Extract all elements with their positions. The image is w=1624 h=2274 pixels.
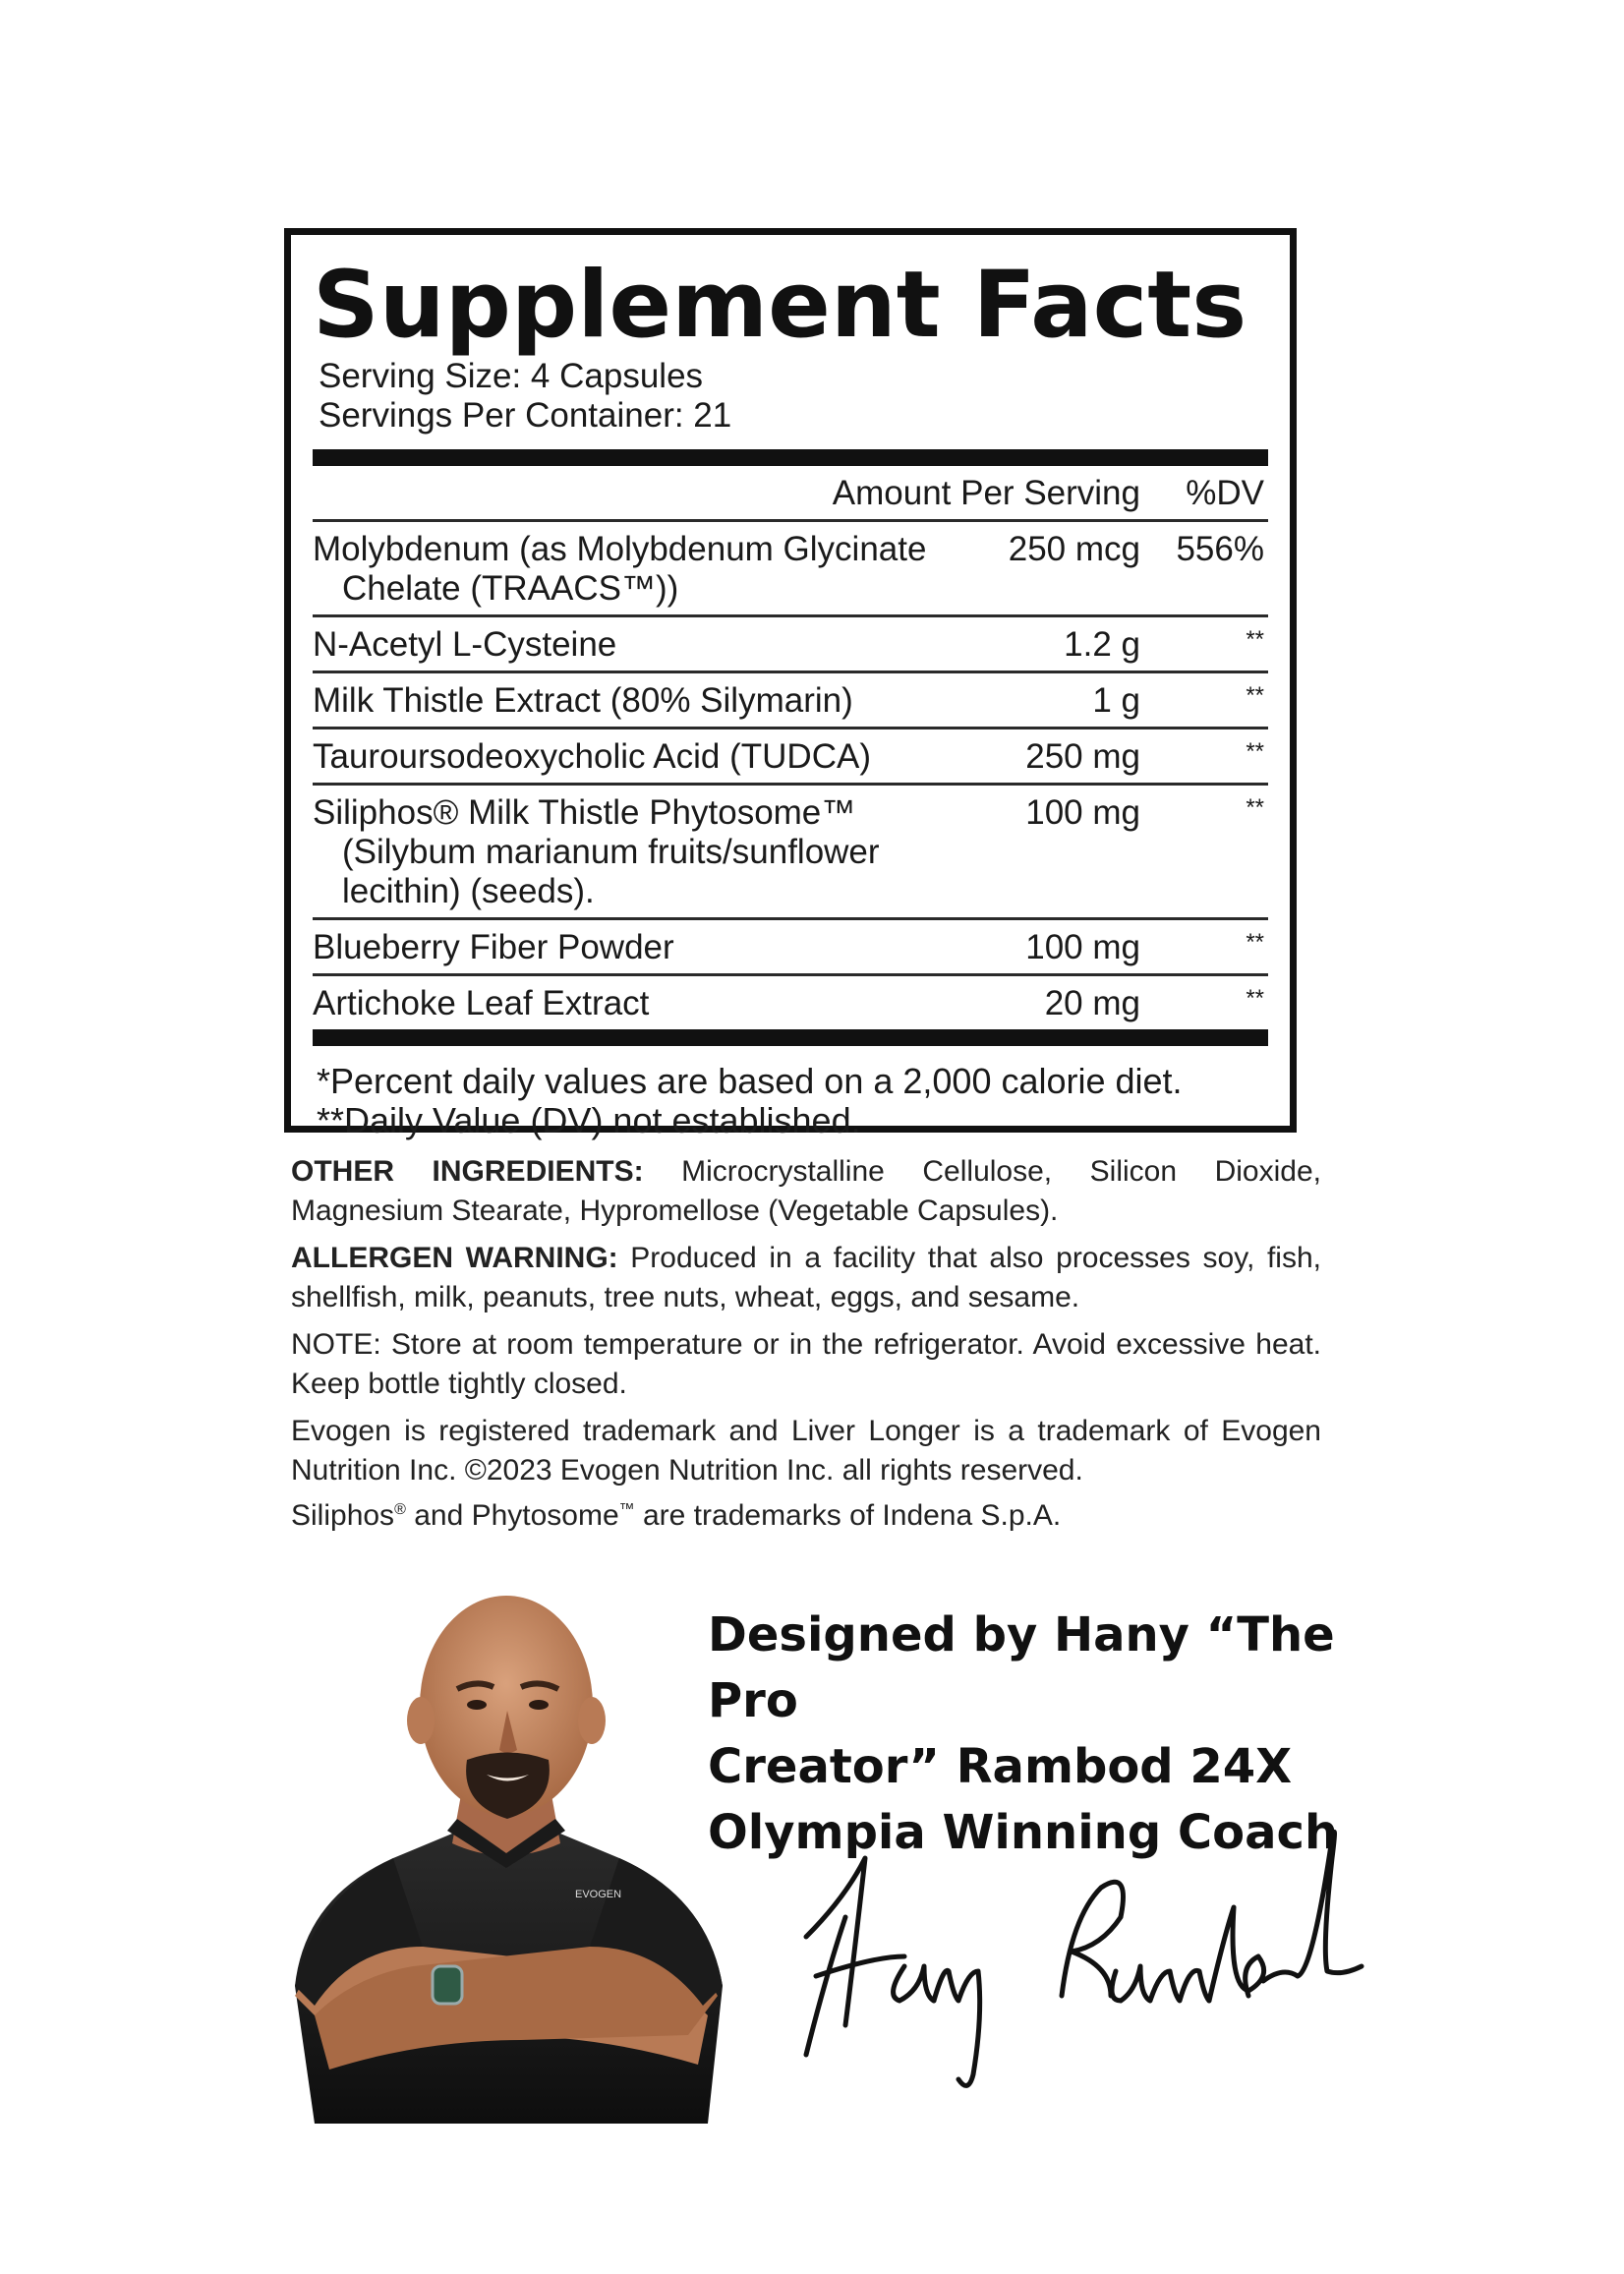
ingredient-name bbox=[313, 793, 956, 911]
designer-line: Olympia Winning Coach bbox=[708, 1805, 1339, 1860]
ingredient-amount: 20 mg bbox=[1044, 984, 1140, 1022]
ingredient-dv: ** bbox=[1246, 929, 1264, 956]
trademark-text: Siliphos bbox=[291, 1499, 395, 1532]
ingredient-amount: 250 mg bbox=[1025, 737, 1140, 776]
ingredient-name-line: lecithin) (seeds). bbox=[342, 872, 595, 910]
signature-stroke bbox=[1209, 1907, 1264, 2001]
table-row bbox=[313, 786, 1268, 920]
coach-photo bbox=[275, 1573, 737, 2124]
allergen-label: ALLERGEN WARNING: bbox=[291, 1242, 618, 1274]
trademark-text: and Phytosome bbox=[405, 1499, 619, 1532]
ingredient-dv: ** bbox=[1246, 626, 1264, 653]
signature-stroke bbox=[894, 1966, 934, 2001]
ingredient-name-line: (Silybum marianum fruits/sunflower bbox=[342, 833, 880, 871]
table-row bbox=[313, 920, 1268, 976]
ingredient-name bbox=[313, 530, 956, 609]
ingredient-dv: ** bbox=[1246, 985, 1264, 1012]
other-ingredients-label: OTHER INGREDIENTS: bbox=[291, 1155, 644, 1188]
table-row bbox=[313, 522, 1268, 617]
table-row bbox=[313, 729, 1268, 786]
eye-shape bbox=[529, 1700, 549, 1710]
signature-stroke bbox=[1263, 1832, 1362, 1981]
ingredient-dv: ** bbox=[1246, 794, 1264, 821]
eye-shape bbox=[467, 1700, 487, 1710]
thick-divider bbox=[313, 1029, 1268, 1046]
ingredient-name-line: Siliphos® Milk Thistle Phytosome™ bbox=[313, 793, 856, 832]
trademark-mark: ™ bbox=[618, 1501, 635, 1518]
signature-stroke bbox=[934, 1970, 980, 2085]
table-row bbox=[313, 673, 1268, 729]
ingredient-name-line: Molybdenum (as Molybdenum Glycinate bbox=[313, 530, 927, 568]
footnote-dv: **Daily Value (DV) not established. bbox=[317, 1100, 861, 1140]
supplement-facts-panel bbox=[284, 228, 1297, 1140]
ingredient-amount: 1 g bbox=[1092, 681, 1140, 720]
signature-stroke bbox=[806, 1917, 845, 2055]
ingredient-name: Tauroursodeoxycholic Acid (TUDCA) bbox=[313, 737, 871, 776]
trademark-notice-2 bbox=[291, 1490, 1321, 1536]
other-ingredients bbox=[291, 1152, 1321, 1231]
ear-shape bbox=[407, 1697, 435, 1744]
label-text-block bbox=[291, 1152, 1321, 1544]
ingredient-name: Artichoke Leaf Extract bbox=[313, 984, 650, 1022]
allergen-text: Produced in a facility that also processes soy, fish, shellfish, milk, peanuts, tree nuts, wheat, eggs, and sesame. bbox=[291, 1242, 1321, 1313]
serving-size: Serving Size: 4 Capsules bbox=[319, 357, 704, 395]
footnotes bbox=[313, 1046, 1268, 1140]
facts-title: Supplement Facts bbox=[313, 252, 1247, 359]
trademark-line: Evogen is registered trademark and Liver Longer is a trademark of Evogen Nutrition Inc. ©2023 Evogen Nutrition Inc. all rights reserved. bbox=[291, 1415, 1321, 1487]
ingredient-amount: 100 mg bbox=[1025, 928, 1140, 966]
trademark-text: are trademarks of Indena S.p.A. bbox=[634, 1499, 1062, 1532]
ingredient-name-line: Chelate (TRAACS™)) bbox=[342, 569, 679, 608]
ingredient-name: Milk Thistle Extract (80% Silymarin) bbox=[313, 681, 853, 720]
ingredient-amount: 100 mg bbox=[1025, 793, 1140, 832]
table-row bbox=[313, 976, 1268, 1029]
ingredient-dv: ** bbox=[1246, 682, 1264, 709]
registered-mark: ® bbox=[394, 1501, 406, 1518]
trademark-notice bbox=[291, 1412, 1321, 1490]
amount-per-serving-header: Amount Per Serving bbox=[832, 474, 1140, 512]
footnote-percent: *Percent daily values are based on a 2,000 calorie diet. bbox=[317, 1061, 1183, 1101]
dv-header: %DV bbox=[1186, 474, 1264, 512]
other-ingredients-text: Microcrystalline Cellulose, Silicon Dioxide, Magnesium Stearate, Hypromellose (Vegetable Capsules). bbox=[291, 1155, 1321, 1227]
facts-header-row bbox=[313, 466, 1268, 522]
thick-divider bbox=[313, 449, 1268, 466]
ingredient-dv: ** bbox=[1246, 738, 1264, 765]
ear-shape bbox=[578, 1697, 606, 1744]
signature-stroke bbox=[1112, 1966, 1209, 2001]
designer-line: Designed by Hany “The Pro bbox=[708, 1607, 1335, 1728]
designer-line: Creator” Rambod 24X bbox=[708, 1739, 1293, 1794]
ingredient-name: Blueberry Fiber Powder bbox=[313, 928, 674, 966]
ingredient-amount: 1.2 g bbox=[1064, 625, 1140, 664]
signature-image bbox=[786, 1799, 1376, 2094]
table-row bbox=[313, 617, 1268, 673]
ingredient-name: N-Acetyl L-Cysteine bbox=[313, 625, 617, 664]
watch-shape bbox=[433, 1966, 462, 2004]
ingredient-dv: 556% bbox=[1176, 530, 1264, 568]
ingredient-amount: 250 mcg bbox=[1008, 530, 1140, 568]
allergen-warning bbox=[291, 1239, 1321, 1317]
storage-note: NOTE: Store at room temperature or in the refrigerator. Avoid excessive heat. Keep bottle tightly closed. bbox=[291, 1328, 1321, 1400]
shirt-logo-text: EVOGEN bbox=[575, 1889, 622, 1900]
servings-per-container: Servings Per Container: 21 bbox=[319, 396, 732, 435]
